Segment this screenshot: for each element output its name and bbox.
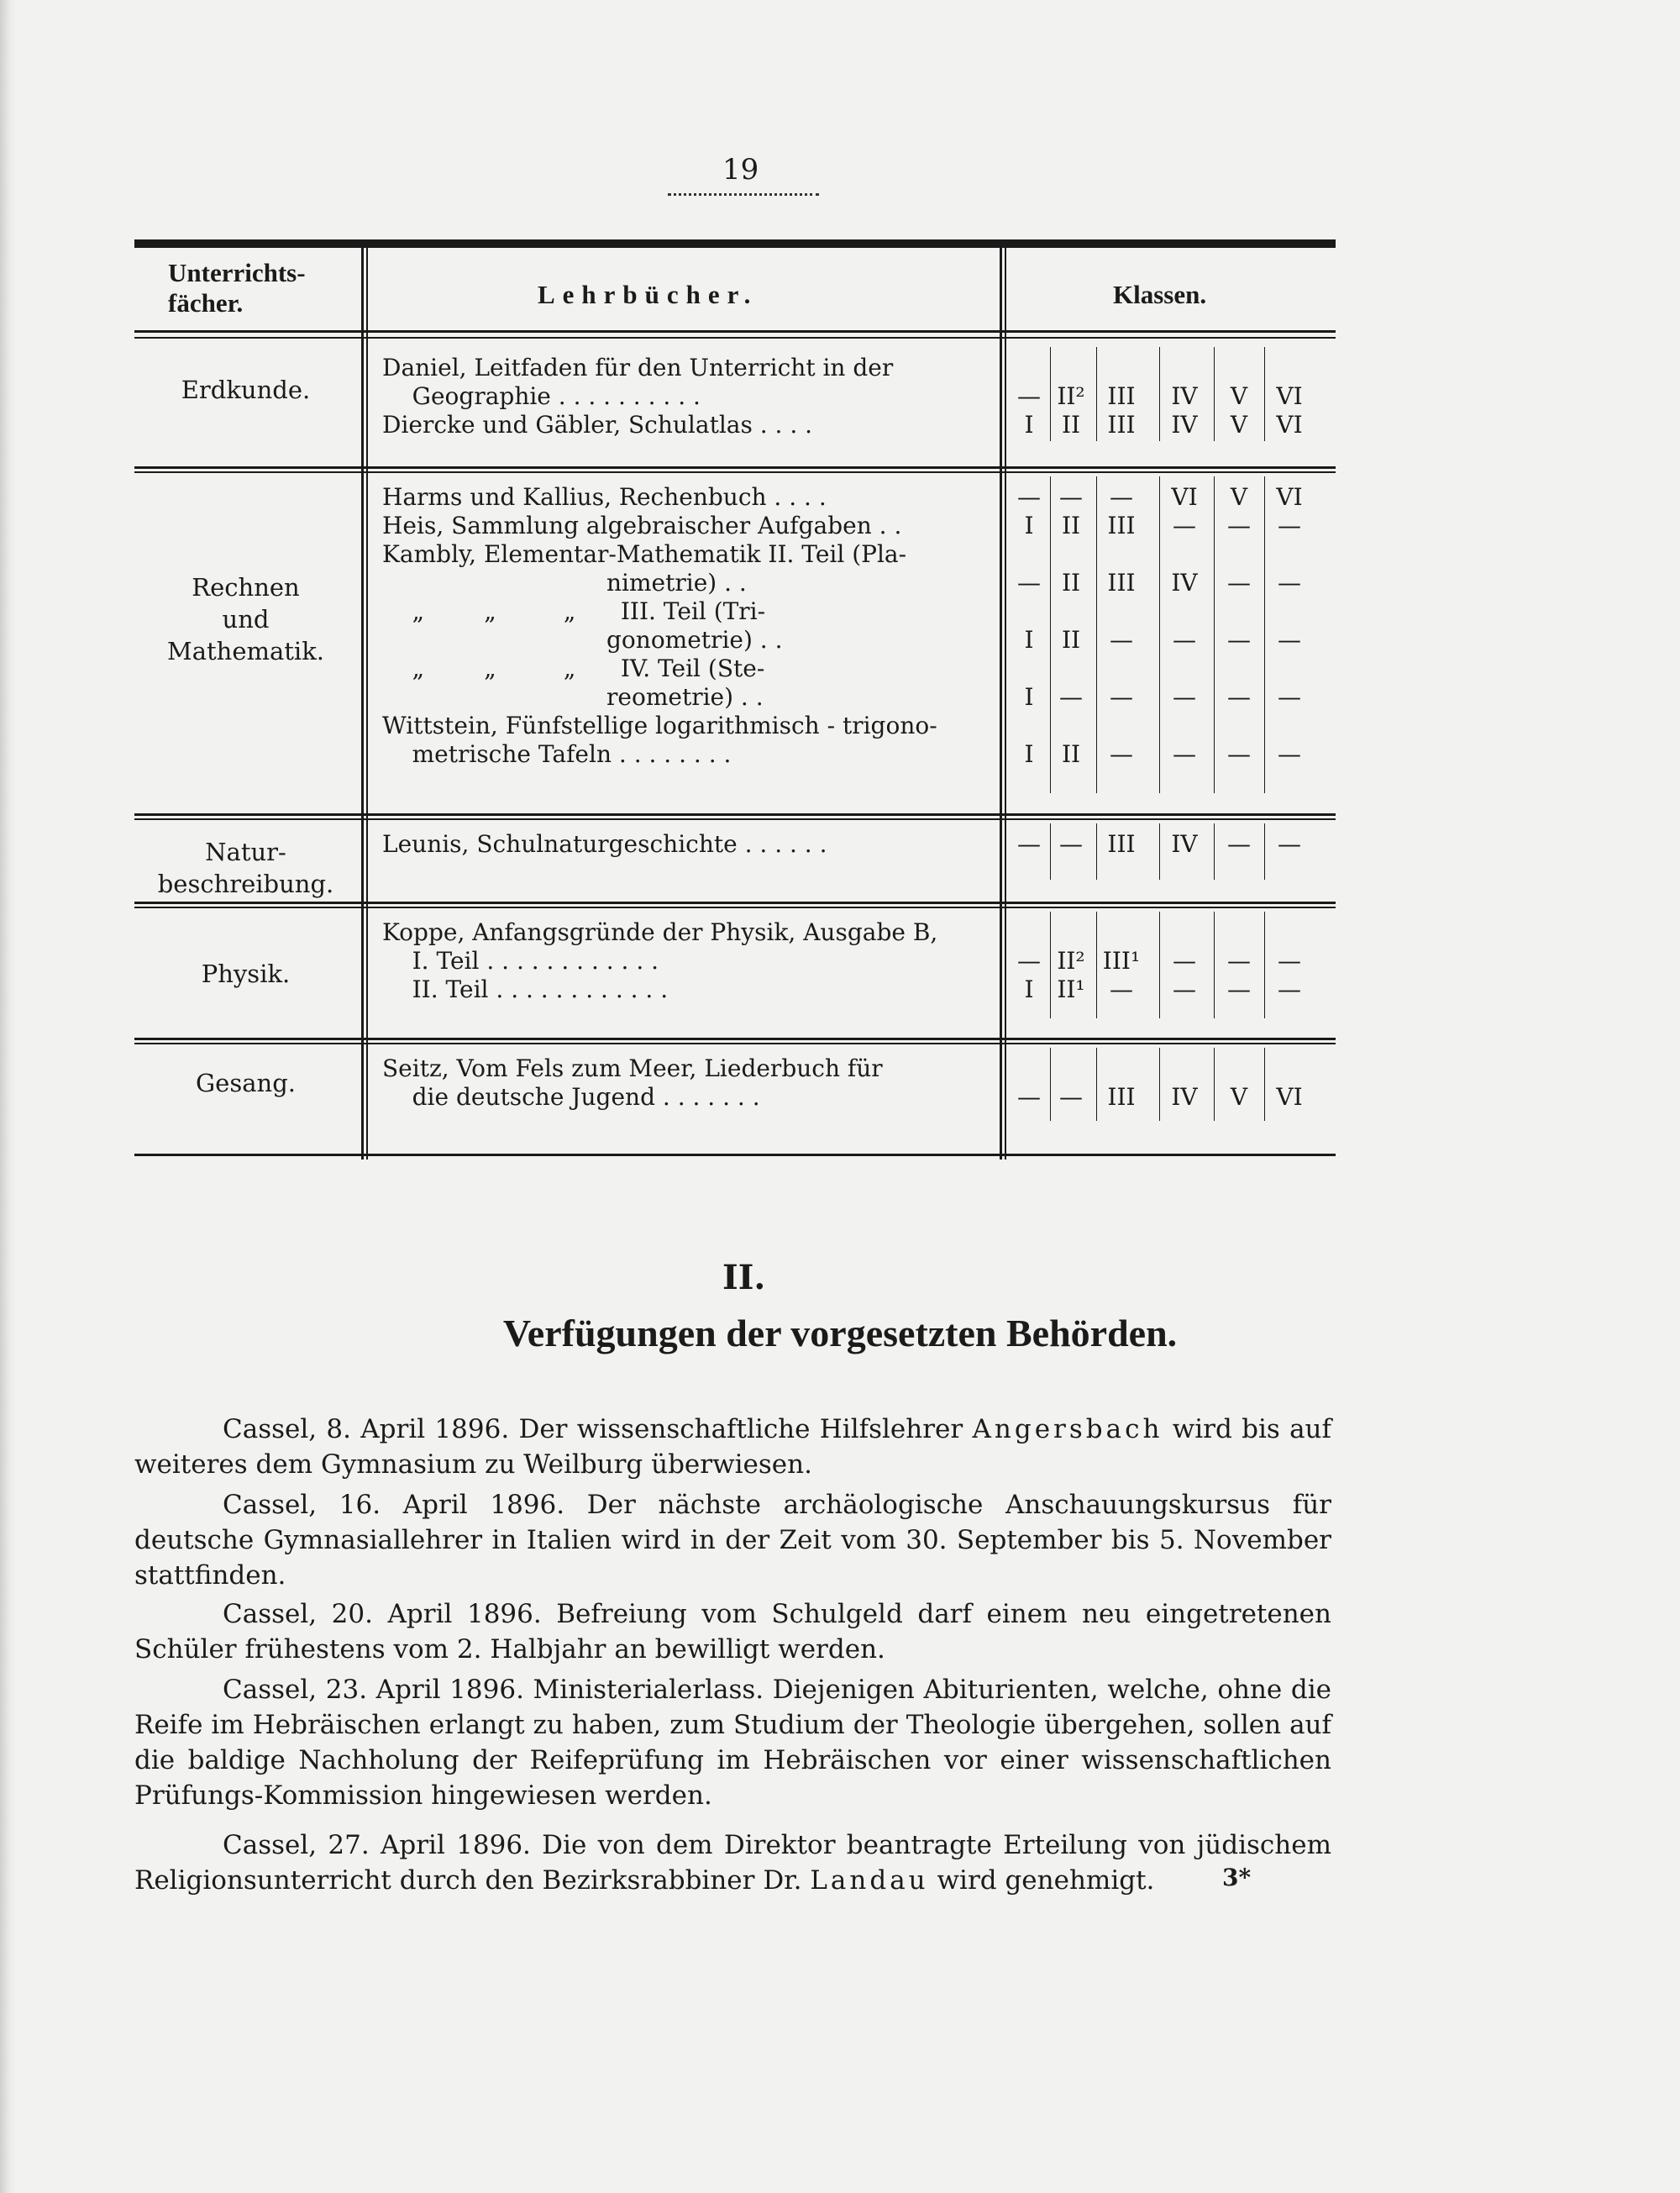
class-cell: — bbox=[1017, 1083, 1041, 1111]
section-rule-double bbox=[134, 907, 1336, 908]
class-cell: III bbox=[1107, 830, 1136, 858]
section-rule-double bbox=[134, 1043, 1336, 1044]
decree-text: Cassel, 20. April 1896. Befreiung vom Schulgeld darf einem neu eingetretenen Schüler frühestens vom 2. Halbjahr an bewilligt werden. bbox=[134, 1599, 1331, 1664]
class-cell: — bbox=[1278, 976, 1301, 1003]
class-cell: — bbox=[1278, 830, 1301, 858]
class-cell: V bbox=[1230, 411, 1248, 439]
class-column-divider bbox=[1159, 823, 1160, 880]
class-column-divider bbox=[1159, 912, 1160, 1018]
textbook-title: Daniel, Leitfaden für den Unterricht in der bbox=[382, 354, 894, 381]
subject-label: Physik. bbox=[201, 960, 291, 988]
class-cell: III bbox=[1107, 411, 1136, 439]
class-cell: III¹ bbox=[1102, 947, 1141, 975]
textbook-title: Leunis, Schulnaturgeschichte . . . . . . bbox=[382, 830, 827, 858]
textbook-title: metrische Tafeln . . . . . . . . bbox=[382, 740, 732, 768]
class-column-divider bbox=[1264, 912, 1265, 1018]
class-cell: VI bbox=[1276, 483, 1303, 511]
decree-paragraph bbox=[134, 1672, 1331, 1813]
class-cell: — bbox=[1278, 740, 1301, 768]
class-cell: — bbox=[1017, 483, 1041, 511]
class-cell: II bbox=[1061, 512, 1081, 539]
class-column-divider bbox=[1159, 347, 1160, 441]
subject-label: Gesang. bbox=[196, 1069, 296, 1097]
class-cell: — bbox=[1017, 569, 1041, 597]
textbook-title: „ „ „ IV. Teil (Ste- bbox=[382, 655, 765, 682]
header-books: Lehrbücher. bbox=[538, 280, 759, 309]
textbook-title: Heis, Sammlung algebraischer Aufgaben . . bbox=[382, 512, 902, 539]
textbook-table bbox=[134, 239, 1336, 1172]
textbook-title: Diercke und Gäbler, Schulatlas . . . . bbox=[382, 411, 813, 439]
class-cell: III bbox=[1107, 569, 1136, 597]
page-spine-shadow bbox=[0, 0, 17, 2193]
class-cell: — bbox=[1110, 976, 1133, 1003]
header-subjects: Unterrichts- fächer. bbox=[168, 258, 306, 318]
decree-paragraph bbox=[134, 1596, 1331, 1667]
class-cell: — bbox=[1017, 830, 1041, 858]
class-cell: — bbox=[1173, 512, 1196, 539]
page-number: 19 bbox=[722, 153, 759, 187]
person-name: Landau bbox=[810, 1865, 929, 1896]
table-bottom-rule bbox=[134, 1154, 1336, 1156]
class-cell: I bbox=[1024, 626, 1034, 654]
decree-paragraph bbox=[134, 1828, 1331, 1898]
class-cell: — bbox=[1227, 740, 1251, 768]
class-cell: I bbox=[1024, 512, 1034, 539]
class-column-divider bbox=[1096, 1048, 1097, 1121]
column-divider bbox=[1005, 248, 1006, 1160]
class-cell: II¹ bbox=[1057, 976, 1085, 1003]
class-cell: V bbox=[1230, 1083, 1248, 1111]
section-rule bbox=[134, 466, 1336, 469]
subject-label: Rechnen und Mathematik. bbox=[167, 573, 324, 665]
textbook-title: Geographie . . . . . . . . . . bbox=[382, 382, 701, 410]
textbook-title: gonometrie) . . bbox=[382, 626, 783, 654]
class-column-divider bbox=[1214, 476, 1215, 793]
class-cell: — bbox=[1227, 626, 1251, 654]
class-cell: III bbox=[1107, 1083, 1136, 1111]
class-cell: II bbox=[1061, 740, 1081, 768]
class-cell: VI bbox=[1276, 382, 1303, 410]
class-cell: V bbox=[1230, 483, 1248, 511]
decree-paragraph bbox=[134, 1412, 1331, 1482]
class-cell: — bbox=[1173, 947, 1196, 975]
textbook-title: I. Teil . . . . . . . . . . . . bbox=[382, 947, 659, 975]
class-cell: — bbox=[1017, 382, 1041, 410]
textbook-title: reometrie) . . bbox=[382, 683, 764, 711]
header-rule bbox=[134, 330, 1336, 333]
decree-text: wird bis auf weiteres dem Gymnasium zu Weilburg überwiesen. bbox=[134, 1414, 1331, 1480]
class-cell: — bbox=[1059, 1083, 1083, 1111]
class-cell: — bbox=[1059, 683, 1083, 711]
class-column-divider bbox=[1096, 912, 1097, 1018]
page-number-ornament bbox=[668, 188, 819, 196]
section-title: Verfügungen der vorgesetzten Behörden. bbox=[502, 1312, 1178, 1354]
column-divider bbox=[366, 248, 368, 1160]
textbook-title: Harms und Kallius, Rechenbuch . . . . bbox=[382, 483, 827, 511]
class-cell: II² bbox=[1057, 947, 1085, 975]
class-cell: — bbox=[1227, 569, 1251, 597]
class-column-divider bbox=[1096, 476, 1097, 793]
class-cell: III bbox=[1107, 512, 1136, 539]
class-cell: II² bbox=[1057, 382, 1085, 410]
class-column-divider bbox=[1264, 347, 1265, 441]
class-column-divider bbox=[1159, 1048, 1160, 1121]
textbook-title: Koppe, Anfangsgründe der Physik, Ausgabe B, bbox=[382, 918, 938, 946]
subject-label: Natur- beschreibung. bbox=[157, 838, 334, 898]
class-cell: — bbox=[1059, 830, 1083, 858]
class-cell: IV bbox=[1171, 411, 1198, 439]
class-cell: — bbox=[1110, 683, 1133, 711]
decree-text: Cassel, 16. April 1896. Der nächste archäologische Anschauungskursus für deutsche Gymnasiallehrer in Italien wird in der Zeit vom 30. September bis 5. November stattfinden. bbox=[134, 1490, 1331, 1591]
class-cell: — bbox=[1278, 569, 1301, 597]
class-column-divider bbox=[1096, 347, 1097, 441]
class-cell: II bbox=[1061, 411, 1081, 439]
header-rule-double bbox=[134, 337, 1336, 339]
class-cell: I bbox=[1024, 976, 1034, 1003]
class-cell: — bbox=[1227, 512, 1251, 539]
class-column-divider bbox=[1214, 823, 1215, 880]
decree-text: wird genehmigt. bbox=[928, 1865, 1155, 1896]
class-cell: — bbox=[1278, 683, 1301, 711]
subject-label: Erdkunde. bbox=[181, 376, 311, 404]
textbook-title: Wittstein, Fünfstellige logarithmisch - trigono- bbox=[382, 712, 937, 739]
section-number: II. bbox=[722, 1258, 766, 1297]
class-cell: II bbox=[1061, 626, 1081, 654]
class-cell: IV bbox=[1171, 569, 1198, 597]
class-cell: I bbox=[1024, 683, 1034, 711]
section-rule-double bbox=[134, 818, 1336, 820]
textbook-title: nimetrie) . . bbox=[382, 569, 747, 597]
section-rule bbox=[134, 902, 1336, 904]
section-rule-double bbox=[134, 471, 1336, 473]
class-cell: — bbox=[1173, 626, 1196, 654]
class-cell: — bbox=[1227, 830, 1251, 858]
class-column-divider bbox=[1264, 1048, 1265, 1121]
class-cell: — bbox=[1110, 483, 1133, 511]
class-cell: — bbox=[1173, 740, 1196, 768]
class-cell: — bbox=[1278, 512, 1301, 539]
decree-text: Cassel, 23. April 1896. Ministerialerlass. Diejenigen Abiturienten, welche, ohne die Reife im Hebräischen erlangt zu haben, zum Studium der Theologie übergehen, sollen auf die baldige Nachholung der Reifeprüfung im Hebräischen vor einer wissenschaftlichen Prüfungs-Kommission hingewiesen werden. bbox=[134, 1675, 1331, 1811]
class-column-divider bbox=[1159, 476, 1160, 793]
class-cell: — bbox=[1227, 947, 1251, 975]
textbook-title: Seitz, Vom Fels zum Meer, Liederbuch für bbox=[382, 1054, 883, 1082]
class-cell: I bbox=[1024, 411, 1034, 439]
class-cell: — bbox=[1227, 683, 1251, 711]
class-column-divider bbox=[1264, 823, 1265, 880]
class-cell: IV bbox=[1171, 830, 1198, 858]
class-column-divider bbox=[1264, 476, 1265, 793]
class-cell: — bbox=[1173, 976, 1196, 1003]
textbook-title: Kambly, Elementar-Mathematik II. Teil (Pla- bbox=[382, 540, 907, 568]
class-column-divider bbox=[1214, 347, 1215, 441]
column-divider bbox=[361, 248, 364, 1160]
class-cell: — bbox=[1278, 947, 1301, 975]
class-column-divider bbox=[1214, 912, 1215, 1018]
class-cell: III bbox=[1107, 382, 1136, 410]
class-cell: — bbox=[1227, 976, 1251, 1003]
class-column-divider bbox=[1214, 1048, 1215, 1121]
decree-text: Cassel, 27. April 1896. Die von dem Direktor beantragte Erteilung von jüdischem Religionsunterricht durch den Bezirksrabbiner Dr. bbox=[134, 1830, 1331, 1896]
class-cell: VI bbox=[1276, 411, 1303, 439]
textbook-title: die deutsche Jugend . . . . . . . bbox=[382, 1083, 760, 1111]
sheet-signature: 3* bbox=[1222, 1864, 1252, 1891]
header-classes: Klassen. bbox=[1113, 280, 1207, 309]
person-name: Angersbach bbox=[972, 1414, 1163, 1444]
class-cell: — bbox=[1173, 683, 1196, 711]
textbook-title: II. Teil . . . . . . . . . . . . bbox=[382, 976, 669, 1003]
class-cell: — bbox=[1110, 626, 1133, 654]
decree-text: Cassel, 8. April 1896. Der wissenschaftliche Hilfslehrer bbox=[223, 1414, 973, 1444]
section-rule bbox=[134, 1038, 1336, 1040]
decree-paragraph bbox=[134, 1487, 1331, 1593]
class-cell: VI bbox=[1276, 1083, 1303, 1111]
class-cell: — bbox=[1278, 626, 1301, 654]
class-cell: — bbox=[1017, 947, 1041, 975]
table-top-rule bbox=[134, 239, 1336, 248]
class-cell: I bbox=[1024, 740, 1034, 768]
textbook-title: „ „ „ III. Teil (Tri- bbox=[382, 597, 766, 625]
class-cell: VI bbox=[1171, 483, 1198, 511]
class-cell: V bbox=[1230, 382, 1248, 410]
class-cell: IV bbox=[1171, 1083, 1198, 1111]
class-cell: — bbox=[1059, 483, 1083, 511]
class-cell: IV bbox=[1171, 382, 1198, 410]
class-column-divider bbox=[1096, 823, 1097, 880]
column-divider bbox=[1000, 248, 1002, 1160]
class-cell: II bbox=[1061, 569, 1081, 597]
class-cell: — bbox=[1110, 740, 1133, 768]
section-rule bbox=[134, 813, 1336, 816]
